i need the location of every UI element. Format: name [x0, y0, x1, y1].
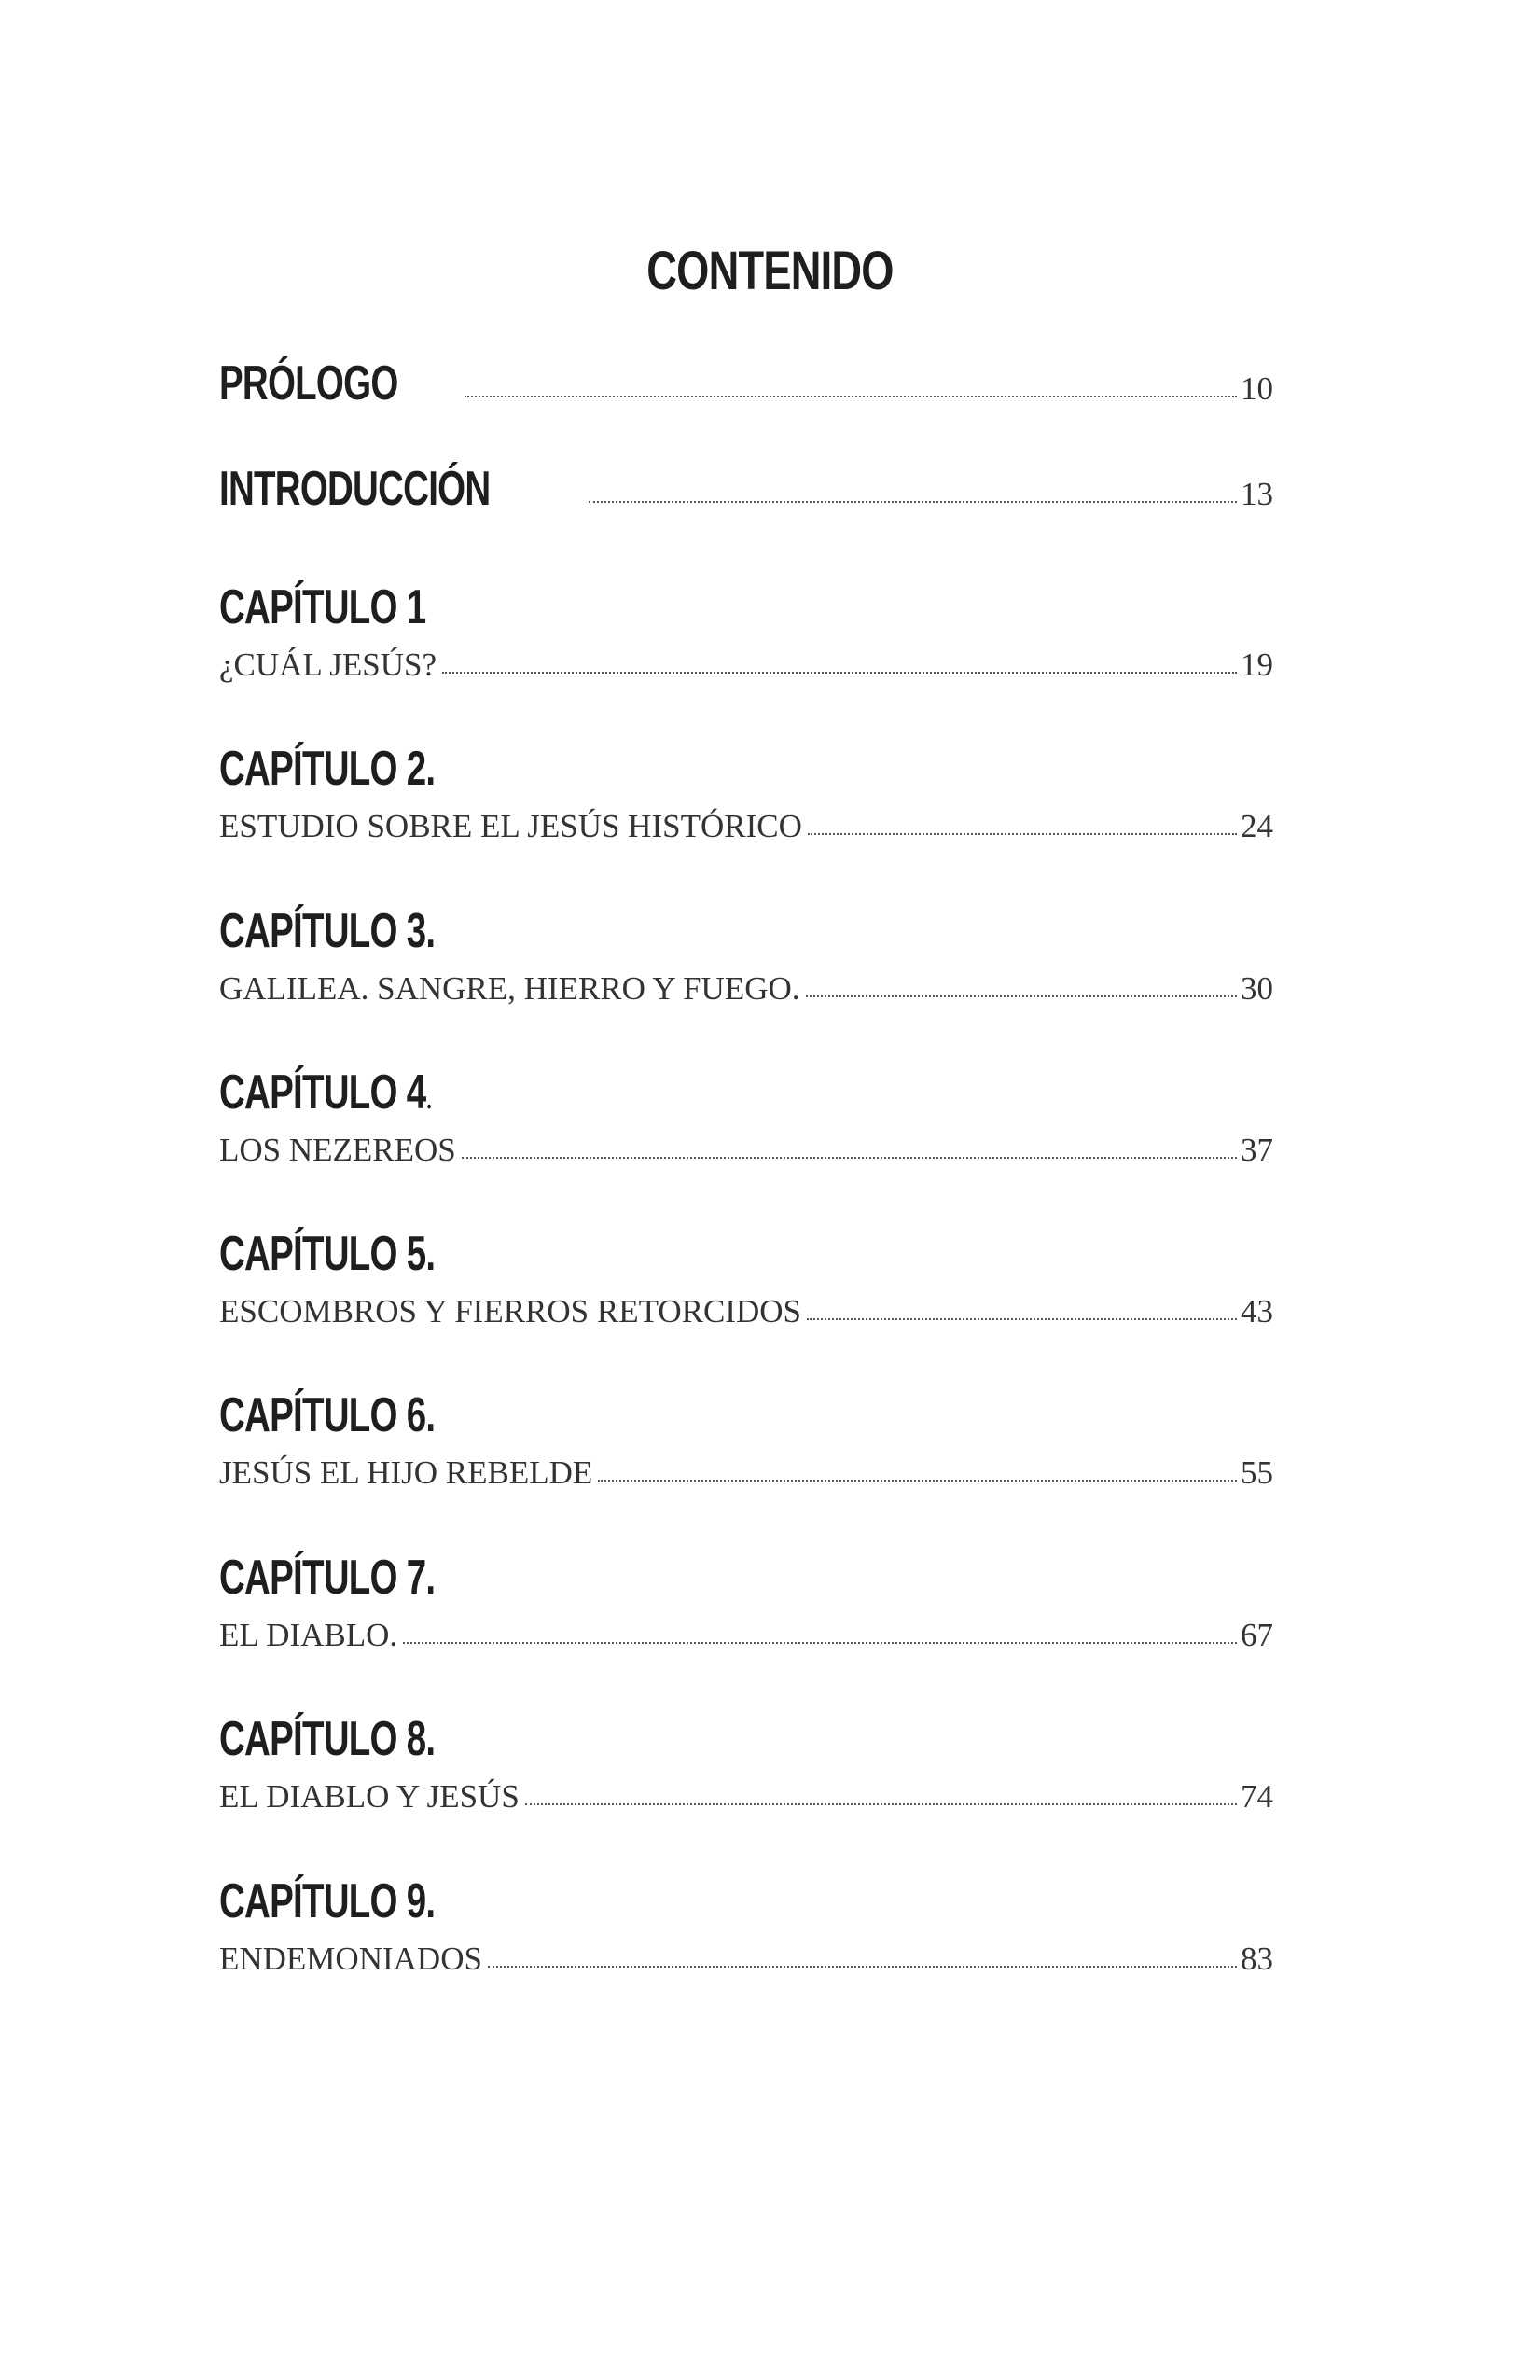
toc-entry-chapter-7[interactable] [219, 1553, 1273, 1651]
chapter-title: ESTUDIO SOBRE EL JESÚS HISTÓRICO [219, 808, 802, 844]
dot-leader [589, 500, 1237, 503]
toc-entry-chapter-9[interactable] [219, 1874, 1273, 1977]
toc-entry-chapter-1[interactable] [219, 580, 1273, 683]
toc-entry-chapter-2[interactable] [219, 742, 1273, 844]
page-number: 10 [1241, 370, 1273, 407]
chapter-title: JESÚS EL HIJO REBELDE [219, 1454, 593, 1491]
chapter-title: GALILEA. SANGRE, HIERRO Y FUEGO. [219, 970, 800, 1007]
chapter-title: LOS NEZEREOS [219, 1132, 456, 1168]
page-number: 55 [1241, 1454, 1273, 1491]
chapter-title: EL DIABLO. [219, 1617, 398, 1653]
page-number: 83 [1241, 1941, 1273, 1977]
page-number: 30 [1241, 970, 1273, 1007]
dot-leader [806, 995, 1237, 997]
entry-heading: PRÓLOGO [219, 356, 398, 411]
chapter-heading: CAPÍTULO 2. [219, 742, 436, 796]
toc-entry-chapter-6[interactable] [219, 1388, 1273, 1491]
chapter-title: EL DIABLO Y JESÚS [219, 1778, 520, 1815]
chapter-heading: CAPÍTULO 4. [219, 1065, 433, 1120]
chapter-heading: CAPÍTULO 7. [219, 1551, 436, 1605]
chapter-heading: CAPÍTULO 5. [219, 1227, 436, 1281]
chapter-heading: CAPÍTULO 6. [219, 1388, 436, 1442]
dot-leader [403, 1641, 1237, 1644]
page-number: 67 [1241, 1617, 1273, 1653]
dot-leader [462, 1156, 1237, 1159]
page-number: 37 [1241, 1132, 1273, 1168]
toc-entry-introduccion[interactable] [219, 462, 1273, 516]
page-number: 43 [1241, 1293, 1273, 1329]
entry-heading: INTRODUCCIÓN [219, 462, 491, 516]
chapter-title: ESCOMBROS Y FIERROS RETORCIDOS [219, 1293, 801, 1329]
dot-leader [525, 1802, 1237, 1805]
chapter-heading: CAPÍTULO 8. [219, 1712, 436, 1766]
dot-leader [465, 395, 1237, 397]
toc-entry-prologo[interactable] [219, 356, 1273, 411]
dot-leader [808, 832, 1237, 835]
toc-entry-chapter-4[interactable] [219, 1065, 1273, 1168]
toc-entry-chapter-3[interactable] [219, 904, 1273, 1007]
chapter-heading: CAPÍTULO 9. [219, 1874, 436, 1928]
toc-title: CONTENIDO [646, 241, 894, 301]
page-number: 74 [1241, 1778, 1273, 1815]
chapter-title: ¿CUÁL JESÚS? [219, 647, 437, 683]
dot-leader [598, 1479, 1237, 1482]
page-number: 13 [1241, 476, 1273, 512]
dot-leader [442, 671, 1237, 674]
toc-entry-chapter-8[interactable] [219, 1712, 1273, 1815]
toc-entry-chapter-5[interactable] [219, 1227, 1273, 1329]
page-number: 24 [1241, 808, 1273, 844]
dot-leader [488, 1965, 1237, 1968]
dot-leader [807, 1317, 1237, 1320]
chapter-title: ENDEMONIADOS [219, 1941, 482, 1977]
chapter-heading: CAPÍTULO 3. [219, 904, 436, 958]
chapter-heading: CAPÍTULO 1 [219, 580, 426, 634]
page-number: 19 [1241, 647, 1273, 683]
